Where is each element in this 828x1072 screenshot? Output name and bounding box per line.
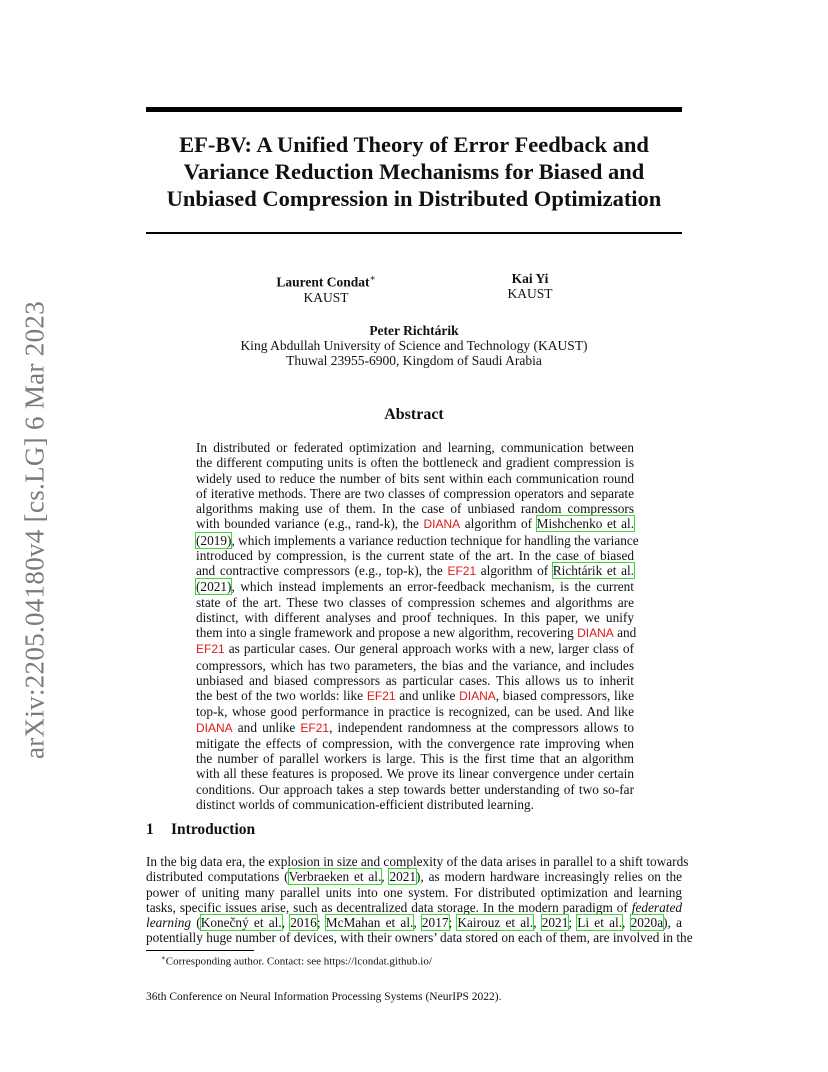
text-run: them into a single framework and propose a new algorithm, recovering [196, 625, 578, 640]
abstract-line [196, 579, 634, 594]
venue-footer: 36th Conference on Neural Information Processing Systems (NeurIPS 2022). [146, 991, 502, 1003]
algorithm-link[interactable]: DIANA [423, 517, 461, 532]
abstract-line [196, 720, 634, 736]
text-run: , [622, 915, 631, 930]
text-run: as particular cases. Our general approach works with a new, larger class of [224, 641, 634, 657]
title-line: EF-BV: A Unified Theory of Error Feedback and [179, 132, 649, 157]
intro-line [146, 900, 682, 915]
citation-link[interactable]: 2017 [421, 915, 449, 930]
footnote [161, 952, 432, 969]
section-number: 1 [146, 821, 154, 838]
text-run: with bounded variance (e.g., rand-k), the [196, 516, 424, 532]
text-run: , [381, 869, 390, 885]
citation-link[interactable]: Kairouz et al. [457, 915, 534, 930]
citation-link[interactable]: (2021) [196, 579, 232, 595]
introduction-body [146, 854, 693, 946]
text-run: algorithm of [460, 516, 537, 532]
citation-link[interactable]: Mishchenko et al. [536, 516, 635, 532]
text-run: ( [191, 915, 201, 930]
text-run: ; [316, 915, 326, 930]
section-title: Introduction [171, 821, 256, 838]
footnote-rule [146, 950, 254, 951]
abstract-line [196, 501, 634, 516]
text-run: introduced by compression, is the current state of the art. In the case of biased [196, 547, 634, 563]
algorithm-link[interactable]: EF21 [447, 564, 477, 578]
text-run: mitigate the effects of compression, with the convergence rate improving when [196, 735, 634, 751]
text-run: ; [448, 915, 458, 930]
text-run: ; [568, 915, 578, 930]
abstract-line [196, 751, 634, 766]
text-run: state of the art. These two classes of compression schemes and algorithms are [196, 594, 634, 610]
citation-link[interactable]: 2016 [290, 915, 317, 930]
citation-link[interactable]: (2019) [196, 532, 232, 548]
intro-line [146, 930, 693, 946]
paper-title [146, 131, 682, 212]
text-run: compressors, which has two parameters, the bias and the variance, and includes [196, 657, 634, 673]
text-run: and contractive compressors (e.g., top-k), the [196, 563, 448, 578]
author-name: Peter Richtárik [369, 323, 459, 338]
abstract-heading: Abstract [384, 406, 444, 423]
title-line: Variance Reduction Mechanisms for Biased and [183, 159, 645, 184]
text-run: , independent randomness at the compressors allows to [329, 719, 634, 735]
abstract-line [196, 673, 634, 688]
author-block [246, 271, 406, 305]
abstract-line [196, 641, 634, 657]
text-run: power of uniting many parallel units into one system. For distributed optimization and learning [146, 884, 682, 900]
abstract-line [196, 440, 634, 455]
intro-line [146, 885, 682, 900]
emphasis-text: learning [146, 915, 192, 930]
text-run: and unlike [395, 688, 460, 703]
abstract-line [196, 548, 634, 563]
abstract-line [196, 797, 634, 812]
text-run: with all these features is proposed. We prove its linear convergence under certain [196, 766, 634, 782]
author-block [450, 271, 610, 301]
author-block [146, 323, 682, 368]
text-run: the number of parallel workers is large. This is the first time that an algorithm [196, 751, 634, 766]
arxiv-identifier-stamp [12, 290, 58, 770]
title-line: Unbiased Compression in Distributed Optimization [166, 186, 662, 211]
footnote-text: Corresponding author. Contact: see https://lcondat.github.io/ [165, 955, 432, 968]
abstract-line [196, 610, 634, 625]
title-top-rule [146, 107, 682, 112]
citation-link[interactable]: Li et al. [577, 915, 623, 930]
citation-link[interactable]: Konečný et al. [200, 915, 282, 930]
abstract-line [196, 486, 634, 501]
intro-line [146, 915, 682, 930]
footnote-marker: ∗ [161, 954, 166, 962]
abstract-line [196, 736, 634, 751]
text-run: the different computing units is often the bottleneck and gradient compression is [196, 455, 634, 471]
arxiv-identifier-text: arXiv:2205.04180v4 [cs.LG] 6 Mar 2023 [19, 300, 50, 760]
citation-link[interactable]: McMahan et al. [325, 915, 414, 930]
text-run: algorithm of [476, 563, 553, 578]
citation-link[interactable]: 2021 [389, 869, 417, 885]
abstract-line [196, 516, 634, 532]
abstract-line [196, 704, 634, 719]
abstract-line [196, 625, 637, 641]
text-run: ), a [663, 915, 682, 930]
text-run: unbiased and biased compressors as particular cases. This allows us to inherit [196, 672, 634, 688]
citation-link[interactable]: Richtárik et al. [552, 563, 634, 578]
text-run: tasks, specific issues arise, such as decentralized data storage. In the modern paradigm of [146, 899, 632, 915]
section-heading [146, 821, 255, 839]
emphasis-text: federated [631, 899, 682, 915]
text-run: , biased compressors, like [495, 688, 634, 703]
text-run: , [281, 915, 291, 930]
text-run: and unlike [232, 719, 301, 735]
abstract-line [196, 471, 634, 486]
algorithm-link[interactable]: EF21 [300, 720, 330, 735]
text-run: , which implements a variance reduction technique for handling the variance [231, 532, 639, 548]
algorithm-link[interactable]: EF21 [366, 689, 396, 703]
author-name: Kai Yi [511, 271, 549, 286]
text-run: distinct worlds of communication-efficient distributed learning. [196, 796, 535, 812]
intro-line [146, 869, 682, 884]
text-run: conditions. Our approach takes a step towards better understanding of two so-far [196, 781, 634, 797]
abstract-line [196, 563, 634, 579]
text-run: algorithms making use of them. In the case of unbiased random compressors [196, 501, 634, 516]
author-affiliation: KAUST [303, 289, 349, 305]
intro-line [146, 854, 689, 869]
text-run: , [533, 915, 542, 930]
abstract-line [196, 595, 634, 610]
abstract-line [196, 658, 634, 673]
text-run: the best of the two worlds: like [196, 688, 367, 703]
abstract-line [196, 688, 634, 704]
text-run: In the big data era, the explosion in size and complexity of the data arises in parallel to a shift towards [146, 854, 689, 869]
text-run: and [613, 625, 637, 640]
text-run: distributed computations ( [146, 869, 289, 885]
abstract-line [196, 532, 639, 548]
text-run: widely used to reduce the number of bits sent within each communication round [196, 470, 634, 486]
citation-link[interactable]: 2021 [541, 915, 569, 930]
text-run: distinct, with different analyses and proof techniques. In this paper, we unify [196, 609, 634, 625]
abstract-line [196, 782, 634, 797]
author-name: Laurent Condat∗ [276, 273, 376, 290]
algorithm-link[interactable]: DIANA [459, 689, 496, 703]
text-run: potentially huge number of devices, with their owners’ data stored on each of them, are involved in the [146, 930, 693, 946]
algorithm-link[interactable]: EF21 [196, 642, 225, 657]
text-run: top-k, whose good performance in practice is recognized, can be used. And like [196, 704, 634, 720]
citation-link[interactable]: Verbraeken et al. [288, 869, 382, 885]
author-affiliation: KAUST [507, 286, 553, 301]
text-run: ), as modern hardware increasingly relies on the [416, 869, 683, 885]
abstract-line [196, 455, 634, 470]
abstract-body [196, 440, 639, 812]
footnote-marker: ∗ [369, 273, 376, 283]
citation-link[interactable]: 2020a [630, 915, 664, 930]
author-address: Thuwal 23955-6900, Kingdom of Saudi Arabia [286, 353, 542, 368]
text-run: In distributed or federated optimization and learning, communication between [196, 440, 634, 455]
algorithm-link[interactable]: DIANA [577, 626, 614, 640]
title-bottom-rule [146, 232, 682, 234]
text-run: of iterative methods. There are two classes of compression operators and separate [196, 485, 634, 501]
abstract-line [196, 766, 634, 781]
algorithm-link[interactable]: DIANA [196, 720, 233, 735]
text-run: , [413, 915, 422, 930]
text-run: , which instead implements an error-feedback mechanism, is the current [231, 579, 634, 595]
author-affiliation: King Abdullah University of Science and Technology (KAUST) [240, 338, 588, 353]
